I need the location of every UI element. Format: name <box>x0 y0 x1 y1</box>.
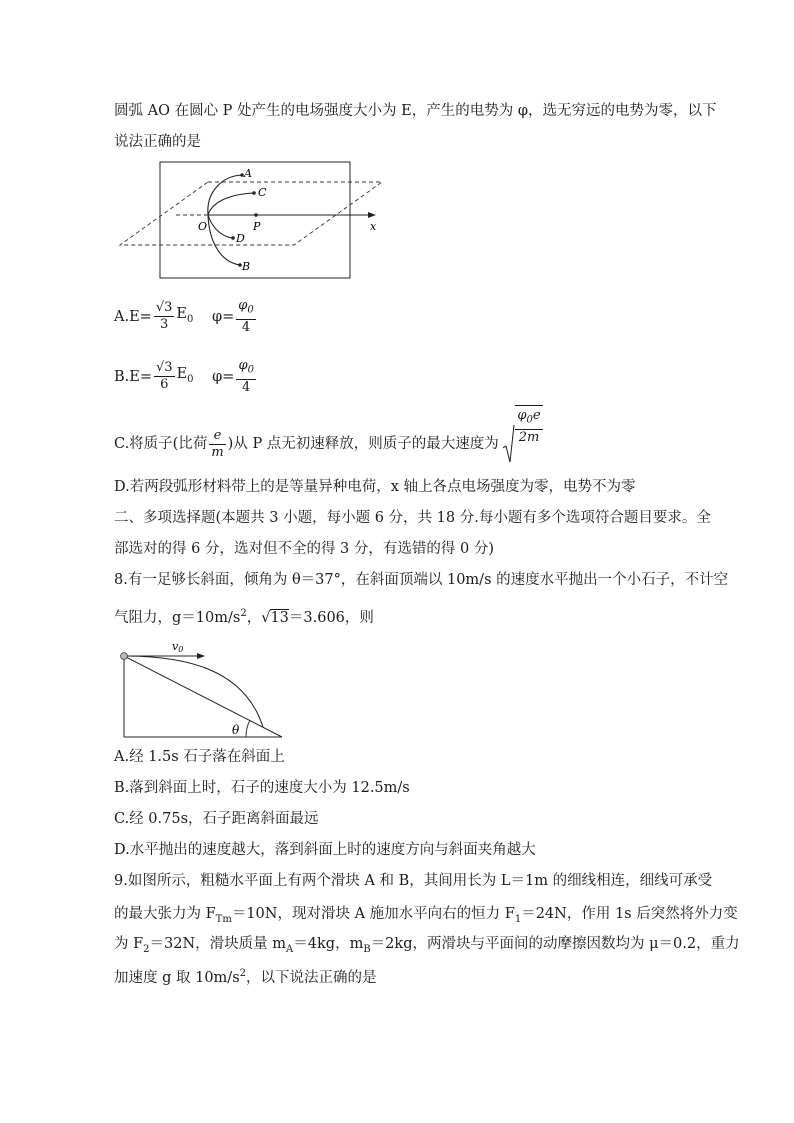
q7-b-den: 6 <box>160 377 169 393</box>
q7-b-pden: 4 <box>242 379 251 395</box>
point-D <box>231 236 235 240</box>
q8-line2-sup: 2 <box>240 608 247 619</box>
q9-l3b: ＝32N，滑块质量 m <box>149 936 287 952</box>
q7-a-pden: 4 <box>241 319 251 335</box>
q7-option-b <box>114 358 258 396</box>
q9-line-3 <box>114 934 740 960</box>
figure-arc-field <box>118 158 388 282</box>
label-D: D <box>236 232 245 245</box>
q9-l4b: ，以下说法正确的是 <box>246 969 377 986</box>
arc-OC <box>208 193 254 215</box>
q7-c-text-1: C.将质子(比荷 <box>114 436 208 452</box>
label-theta: θ <box>232 723 240 737</box>
q9-l4a: 加速度 g 取 10m/s <box>114 969 240 986</box>
q7-a-den: 3 <box>159 317 169 333</box>
q7-b-frac <box>154 360 175 393</box>
q9-l2c: ＝24N，作用 1s 后突然将外力变 <box>521 906 738 922</box>
q7-c-snum2: e <box>532 408 541 424</box>
q7-a-e0sub: 0 <box>186 313 194 325</box>
q8-sqrt-value: 13 <box>270 609 289 626</box>
q9-l2a: 的最大张力为 F <box>114 906 216 922</box>
q7-option-d: D.若两段弧形材料带上的是等量异种电荷，x 轴上各点电场强度为零，电势不为零 <box>114 479 636 495</box>
q9-l3-sub: 2 <box>143 943 150 955</box>
q8-line-2: 气阻力，$g=10m/s^2$，√13＝3.606，则 <box>114 608 374 626</box>
q7-c-sqrt-frac <box>515 408 542 446</box>
q9-l3-sub2: A <box>286 943 294 955</box>
q9-l2-sub2: 1 <box>514 913 522 925</box>
q7-b-phi-frac <box>236 358 255 396</box>
q7-option-c <box>114 408 543 464</box>
q7-a-prefix: A.E= <box>114 308 152 325</box>
x-axis-arrow <box>368 212 376 218</box>
label-B: B <box>242 260 251 273</box>
label-v0: v0 <box>172 640 184 654</box>
q7-c-fnum: e <box>209 428 225 445</box>
q7-c-fden: m <box>211 444 224 460</box>
q9-l2-sub: Tm <box>215 913 232 925</box>
q7-a-frac <box>154 300 175 333</box>
incline-slope <box>124 656 282 737</box>
q9-line-1: 9.如图所示，粗糙水平面上有两个滑块 A 和 B，其间用长为 L＝1m 的细线相连，细线可承受 <box>114 873 713 889</box>
q8-option-a: A.经 1.5s 石子落在斜面上 <box>114 749 285 765</box>
label-A: A <box>244 167 252 180</box>
q9-l3-sub3: B <box>363 943 371 955</box>
q9-l3d: ＝2kg，两滑块与平面间的动摩擦因数均为 μ＝0.2，重力 <box>370 936 740 952</box>
q8-line-1: 8.有一足够长斜面，倾角为 θ＝37°，在斜面顶端以 10m/s 的速度水平抛出一个小石子，不计空 <box>114 572 729 588</box>
q9-l3a: 为 F <box>114 936 144 952</box>
q9-l3c: ＝4kg，m <box>293 936 364 952</box>
section2-line-1: 二、多项选择题(本题共 3 小题，每小题 6 分，共 18 分.每小题有多个选项符合题目要求。全 <box>114 510 711 526</box>
point-P <box>254 213 258 217</box>
q7-c-snumsub: 0 <box>526 414 533 426</box>
q7-a-num: √3 <box>155 300 173 316</box>
q7-b-e0sub: 0 <box>187 373 194 385</box>
q9-l4-sup: 2 <box>239 968 247 979</box>
q7-c-text-2: )从 P 点无初速释放，则质子的最大速度为 <box>227 436 499 452</box>
q7-b-phi: φ= <box>212 368 235 385</box>
plane-dashed <box>120 182 382 245</box>
q7-a-e0: E <box>176 305 187 322</box>
point-C <box>252 191 256 195</box>
section2-line-2: 部选对的得 6 分，选对但不全的得 3 分，有选错的得 0 分) <box>114 541 494 557</box>
intro-line-1: 圆弧 AO 在圆心 P 处产生的电场强度大小为 E，产生的电势为 φ，选无穷远的电势为零，以下 <box>114 103 717 119</box>
q8-option-c: C.经 0.75s，石子距离斜面最远 <box>114 811 319 827</box>
q8-line2b: ， <box>246 609 262 626</box>
label-x: x <box>370 220 377 233</box>
q7-b-pnum: φ <box>238 358 248 373</box>
q7-c-sden: 2m <box>518 429 540 445</box>
q7-b-prefix: B.E= <box>114 368 152 385</box>
stone-ball <box>121 653 128 660</box>
q7-b-e0: E <box>176 365 188 382</box>
q7-c-sqrt <box>503 408 542 464</box>
q7-a-pnum: φ <box>238 298 248 313</box>
arc-OD <box>208 215 233 238</box>
q8-line2a: 气阻力，g＝10m/s <box>114 609 241 626</box>
q7-c-charge-ratio <box>209 428 225 461</box>
q9-line-4 <box>114 964 377 988</box>
q7-c-snum: φ <box>517 408 527 424</box>
q7-b-pnumsub: 0 <box>247 364 254 376</box>
velocity-arrow-head <box>197 653 205 659</box>
q7-a-phi-frac <box>236 298 255 336</box>
label-C: C <box>258 186 267 199</box>
sqrt-sign-icon <box>503 424 515 464</box>
label-P: P <box>253 220 261 233</box>
q9-line-2 <box>114 904 738 930</box>
q7-b-num: √3 <box>156 360 173 376</box>
q7-option-a <box>114 298 258 336</box>
q8-line2c: ＝3.606，则 <box>288 609 374 626</box>
q8-option-b: B.落到斜面上时，石子的速度大小为 12.5m/s <box>114 780 410 796</box>
q9-l2b: ＝10N，现对滑块 A 施加水平向右的恒力 F <box>231 906 515 922</box>
q7-a-pnumsub: 0 <box>247 304 254 316</box>
figure-incline <box>114 640 290 740</box>
intro-line-2: 说法正确的是 <box>114 134 201 150</box>
label-O: O <box>198 220 208 233</box>
q8-option-d: D.水平抛出的速度越大，落到斜面上时的速度方向与斜面夹角越大 <box>114 842 536 858</box>
angle-arc <box>246 720 250 737</box>
q7-a-phi: φ= <box>211 308 235 325</box>
